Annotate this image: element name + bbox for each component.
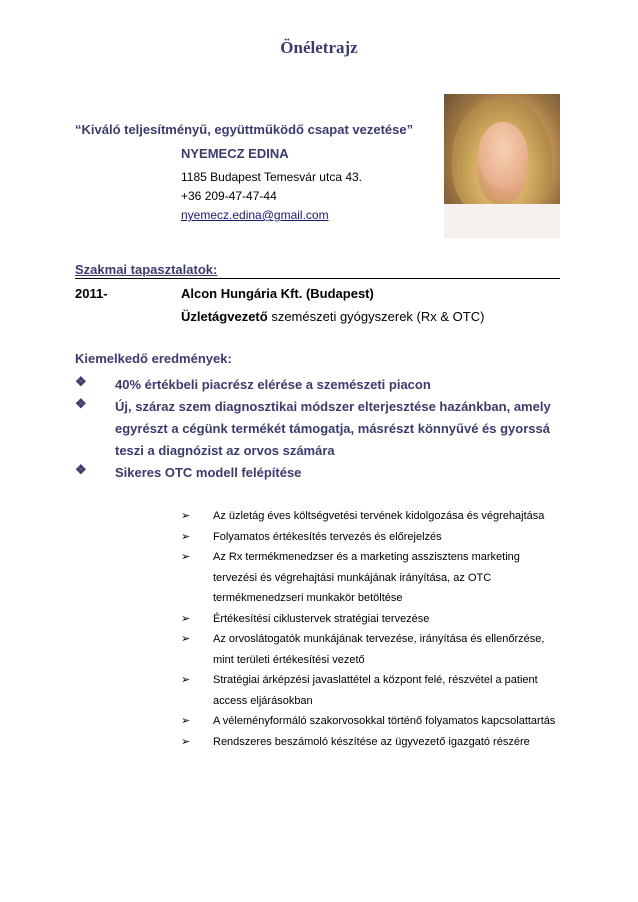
phone: +36 209-47-47-44 xyxy=(181,189,277,203)
arrow-bullet-icon: ➢ xyxy=(181,735,191,748)
experience-position xyxy=(181,309,484,324)
person-name: NYEMECZ EDINA xyxy=(181,146,289,161)
motto: “Kiváló teljesítményű, együttműködő csapat vezetése” xyxy=(75,122,414,137)
position-description: szemészeti gyógyszerek (Rx & OTC) xyxy=(267,309,485,324)
task-item xyxy=(181,506,566,527)
task-text: Stratégiai árképzési javaslattétel a központ felé, részvétel a patient access eljárásokban xyxy=(213,674,538,707)
document-title: Önéletrajz xyxy=(280,38,358,57)
task-item xyxy=(181,732,566,753)
diamond-bullet-icon: ❖ xyxy=(75,374,87,389)
arrow-bullet-icon: ➢ xyxy=(181,715,191,727)
task-item xyxy=(181,547,566,609)
task-text: Értékesítési ciklustervek stratégiai tervezése xyxy=(213,612,430,625)
task-item xyxy=(181,711,566,732)
position-title: Üzletágvezető xyxy=(181,309,268,324)
task-text: Az üzletág éves költségvetési tervének kidolgozása és végrehajtása xyxy=(213,510,545,522)
photo-shoulder xyxy=(444,204,560,238)
achievements-heading: Kiemelkedő eredmények: xyxy=(75,351,232,366)
task-item xyxy=(181,609,566,630)
achievement-text: Új, száraz szem diagnosztikai módszer elterjesztése hazánkban, amely egyrészt a cégünk termékét támogatja, másrészt könnyűvé és gyorssá teszi a diagnózist az orvos számára xyxy=(115,399,551,458)
achievement-text: 40% értékbeli piacrész elérése a szemészeti piacon xyxy=(115,377,431,392)
diamond-bullet-icon: ❖ xyxy=(75,462,87,477)
email-link[interactable]: nyemecz.edina@gmail.com xyxy=(181,208,329,222)
task-text: A véleményformáló szakorvosokkal történő folyamatos kapcsolattartás xyxy=(213,715,556,727)
achievement-text: Sikeres OTC modell felépítése xyxy=(115,465,302,480)
task-item xyxy=(181,629,566,670)
arrow-bullet-icon: ➢ xyxy=(181,633,191,645)
task-list xyxy=(181,506,566,752)
task-text: Az Rx termékmenedzser és a marketing asszisztens marketing tervezési és végrehajtási munkájának irányítása, az OTC termékmenedzseri munkakör betöltése xyxy=(213,551,520,604)
arrow-bullet-icon: ➢ xyxy=(181,510,191,522)
profile-photo xyxy=(444,94,560,238)
task-item xyxy=(181,527,566,548)
task-item xyxy=(181,670,566,711)
diamond-bullet-icon: ❖ xyxy=(75,396,87,411)
arrow-bullet-icon: ➢ xyxy=(181,551,191,563)
photo-face xyxy=(478,122,528,188)
arrow-bullet-icon: ➢ xyxy=(181,674,191,686)
experience-heading xyxy=(75,262,560,279)
task-text: Folyamatos értékesítés tervezés és előrejelzés xyxy=(213,530,442,543)
address: 1185 Budapest Temesvár utca 43. xyxy=(181,170,363,184)
experience-heading-text: Szakmai tapasztalatok: xyxy=(75,262,218,277)
experience-company: Alcon Hungária Kft. (Budapest) xyxy=(181,286,374,301)
arrow-bullet-icon: ➢ xyxy=(181,612,191,625)
arrow-bullet-icon: ➢ xyxy=(181,530,191,543)
task-text: Az orvoslátogatók munkájának tervezése, irányítása és ellenőrzése, mint területi értékesítési vezető xyxy=(213,633,545,666)
experience-year: 2011- xyxy=(75,286,108,301)
task-text: Rendszeres beszámoló készítése az ügyvezető igazgató részére xyxy=(213,735,530,748)
